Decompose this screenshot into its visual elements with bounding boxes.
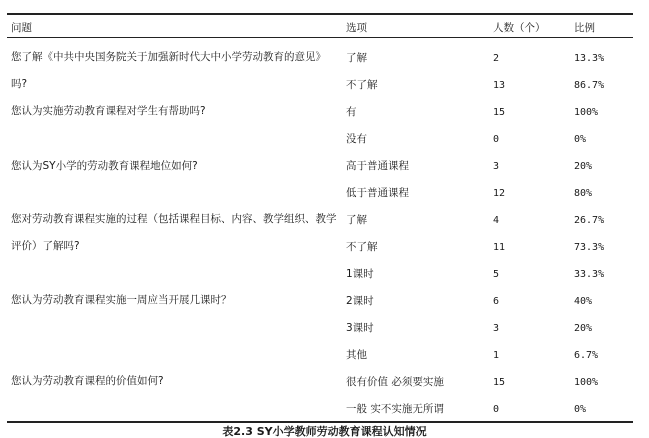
question-cell: 您认为劳动教育课程实施一周应当开展几课时？ xyxy=(11,294,232,306)
option-cell: 其他 xyxy=(346,349,367,361)
bottom-rule xyxy=(7,421,633,423)
option-cell: 2课时 xyxy=(346,295,374,307)
ratio-cell: 20% xyxy=(574,323,593,334)
question-cell: 您认为SY小学的劳动教育课程地位如何? xyxy=(11,160,198,172)
count-cell: 11 xyxy=(493,242,506,253)
ratio-cell: 73.3% xyxy=(574,242,605,253)
ratio-cell: 0% xyxy=(574,404,587,415)
option-cell: 1课时 xyxy=(346,268,374,280)
ratio-cell: 40% xyxy=(574,296,593,307)
top-rule xyxy=(7,13,633,15)
option-cell: 没有 xyxy=(346,133,367,145)
count-cell: 3 xyxy=(493,161,500,172)
header-count: 人数（个） xyxy=(493,22,546,34)
ratio-cell: 100% xyxy=(574,377,599,388)
option-cell: 高于普通课程 xyxy=(346,160,409,172)
ratio-cell: 20% xyxy=(574,161,593,172)
count-cell: 6 xyxy=(493,296,500,307)
question-cell: 您认为实施劳动教育课程对学生有帮助吗? xyxy=(11,105,206,117)
option-cell: 有 xyxy=(346,106,357,118)
count-cell: 15 xyxy=(493,377,506,388)
ratio-cell: 6.7% xyxy=(574,350,599,361)
option-cell: 很有价值 必须要实施 xyxy=(346,376,444,388)
count-cell: 0 xyxy=(493,134,500,145)
ratio-cell: 100% xyxy=(574,107,599,118)
count-cell: 1 xyxy=(493,350,500,361)
option-cell: 不了解 xyxy=(346,79,378,91)
option-cell: 一般 实不实施无所谓 xyxy=(346,403,444,415)
header-question: 问题 xyxy=(11,22,32,34)
question-cell: 您对劳动教育课程实施的过程（包括课程目标、内容、教学组织、教学评价）了解吗? xyxy=(11,213,337,252)
ratio-cell: 86.7% xyxy=(574,80,605,91)
ratio-cell: 0% xyxy=(574,134,587,145)
header-option: 选项 xyxy=(346,22,367,34)
count-cell: 2 xyxy=(493,53,500,64)
header-ratio: 比例 xyxy=(574,22,595,34)
count-cell: 15 xyxy=(493,107,506,118)
ratio-cell: 33.3% xyxy=(574,269,605,280)
option-cell: 低于普通课程 xyxy=(346,187,409,199)
ratio-cell: 80% xyxy=(574,188,593,199)
count-cell: 4 xyxy=(493,215,500,226)
count-cell: 13 xyxy=(493,80,506,91)
ratio-cell: 26.7% xyxy=(574,215,605,226)
count-cell: 0 xyxy=(493,404,500,415)
option-cell: 了解 xyxy=(346,214,367,226)
table-caption: 表2.3 SY小学教师劳动教育课程认知情况 xyxy=(222,425,427,438)
option-cell: 不了解 xyxy=(346,241,378,253)
option-cell: 了解 xyxy=(346,52,367,64)
option-cell: 3课时 xyxy=(346,322,374,334)
count-cell: 5 xyxy=(493,269,500,280)
question-cell: 您认为劳动教育课程的价值如何? xyxy=(11,375,164,387)
ratio-cell: 13.3% xyxy=(574,53,605,64)
question-cell: 您了解《中共中央国务院关于加强新时代大中小学劳动教育的意见》吗? xyxy=(11,51,326,90)
header-rule xyxy=(7,37,633,38)
count-cell: 12 xyxy=(493,188,506,199)
count-cell: 3 xyxy=(493,323,500,334)
